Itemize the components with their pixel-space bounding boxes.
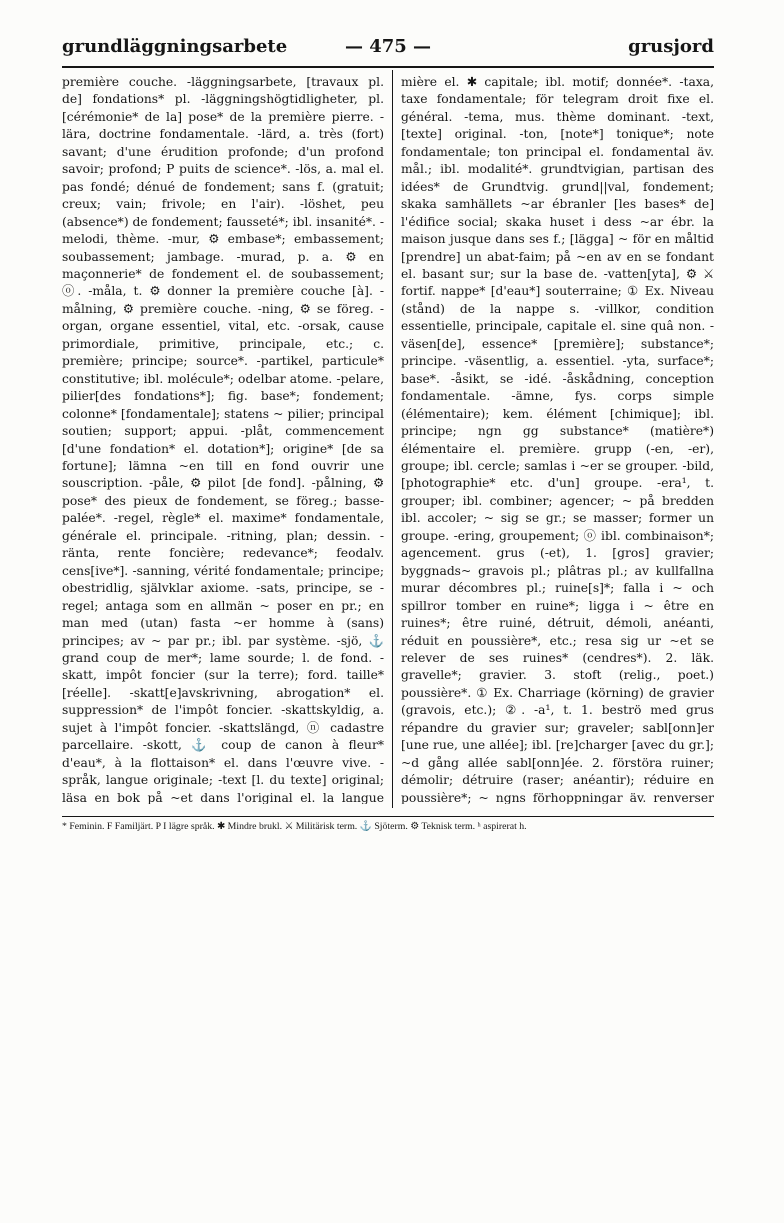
running-header: [62, 36, 714, 66]
left-column-text: première couche. -läggningsarbete, [travaux pl. de] fondations* pl. -läggningshögtidligheter, pl. [cérémonie* de la] pose* de la première pierre. -lära, doctrine fondamentale. -lärd, a. très (fort) savant; d'une érudition profonde; d'un profond savoir; profond; P puits de science*. -lös, a. mal el. pas fondé; dénué de fondement; sans f. (gratuit; creux; vain; frivole; en l'air). -löshet, peu (absence*) de fondement; fausseté*; ibl. insanité*. -melodi, thème. -mur, ⚙ embase*; embassement; soubassement; jambage. -murad, p. a. ⚙ en maçonnerie* de fondement el. de soubassement; ⓞ. -måla, t. ⚙ donner la première couche [à]. -målning, ⚙ première couche. -ning, ⚙ se föreg. -organ, organe essentiel, vital, etc. -orsak, cause primordiale, primitive, principale, etc.; c. première; principe; source*. -partikel, particule* constitutive; ibl. molécule*; odelbar atome. -pelare, pilier[des fondations*]; fig. base*; fondement; colonne* [fondamentale]; statens ~ pilier; principal soutien; support; appui. -plåt, commencement [d'une fondation* el. dotation*]; origine* [de sa fortune]; lämna ~en till en fond ouvrir une souscription. -påle, ⚙ pilot [de fond]. -pålning, ⚙ pose* des pieux de fondement, se föreg.; basse-palée*. -regel, règle* el. maxime* fondamentale, générale el. principale. -ritning, plan; dessin. -ränta, rente foncière; redevance*; feodalv. cens[ive*]. -sanning, vérité fondamentale; principe; obestridlig, självklar axiome. -sats, principe, se -regel; antaga som en allmän ~ poser en pr.; en man med (utan) fasta ~er homme à (sans) principes; av ~ par pr.; ibl. par système. -sjö, ⚓ grand coup de mer*; lame sourde; l. de fond. -skatt, impôt foncier (sur la terre); ford. taille* [réelle]. -skatt[e]avskrivning, abrogation* el. suppression* de l'impôt foncier. -skattskyldig, a. sujet à l'impôt foncier. -skattslängd, ⓝ cadastre parcellaire. -skott, ⚓ coup de canon à fleur* d'eau*, à la flottaison* el. dans l'œuvre vive. -språk, langue originale; -text [l. du texte] original; läsa en bok på ~et dans l'original el. la langue: [62, 75, 384, 804]
page-number: — 475 —: [344, 36, 432, 57]
footnote-rule: [62, 816, 714, 817]
header-rule: [62, 66, 714, 68]
abbreviation-legend: * Feminin. F Familjärt. P I lägre språk. ✱ Mindre brukl. ⚔ Militärisk term. ⚓ Sjöterm. ⚙ Teknisk term. ʰ aspirerat h.: [62, 821, 527, 832]
column-divider: [392, 70, 393, 808]
header-headword-right: grusjord: [628, 36, 714, 57]
right-column-text: mière el. ✱ capitale; ibl. motif; donnée*. -taxa, taxe fondamentale; för telegram droit fixe el. général. -tema, mus. thème dominant. -text, [texte] original. -ton, [note*] tonique*; note fondamentale; ton principal el. fondamental äv. mål.; ibl. modalité*. grundtvigian, partisan des idées* de Grundtvig. grund||val, fondement; skaka samhällets ~ar ébranler [les bases* de] l'édifice social; skaka huset i dess ~ar ébr. la maison jusque dans ses f.; [lägga] ~ för en måltid [prendre] un abat-faim; på ~en av en se fondant el. basant sur; sur la base de. -vatten[yta], ⚙ ⚔ fortif. nappe* [d'eau*] souterraine; ① Ex. Niveau (stånd) de la nappe s. -villkor, condition essentielle, principale, capitale el. sine quâ non. -väsen[de], essence* [première]; substance*; principe. -väsentlig, a. essentiel. -yta, surface*; base*. -åsikt, se -idé. -åskådning, conception fondamentale. -ämne, fys. corps simple (élémentaire); kem. élément [chimique]; ibl. principe; ngn gg substance* (matière*) élémentaire el. première. grupp (-en, -er), groupe; ibl. cercle; samlas i ~er se grouper. -bild, [photographie* etc. d'un] groupe. -era¹, t. grouper; ibl. combiner; agencer; ~ på bredden ibl. accoler; ~ sig se gr.; se masser; former un groupe. -ering, groupement; ⓞ ibl. combinaison*; agencement. grus (-et), 1. [gros] gravier; byggnads~ gravois pl.; plâtras pl.; av kullfallna murar décombres pl.; ruine[s]*; falla i ~ och spillror tomber en ruine*; ligga i ~ être en ruines*; être ruiné, détruit, démoli, anéanti, réduit en poussière*, etc.; resa sig ur ~et se relever de ses ruines* (cendres*). 2. läk. gravelle*; gravier. 3. stoft (relig., poet.) poussière*. ① Ex. Charriage (körning) de gravier (gravois, etc.); ②. -a¹, t. 1. beströ med grus répandre du gravier sur; graveler; sabl[onn]er [une rue, une allée]; ibl. [re]charger [avec du gr.]; ~d gång allée sabl[onn]ée. 2. förstöra ruiner; démolir; détruire (raser; anéantir); réduire en poussière*; ~ ngns förhoppningar äv. renverser: [401, 75, 714, 804]
left-column: [62, 74, 384, 804]
header-headword-left: grundläggningsarbete: [62, 36, 288, 57]
right-column: [401, 74, 714, 804]
